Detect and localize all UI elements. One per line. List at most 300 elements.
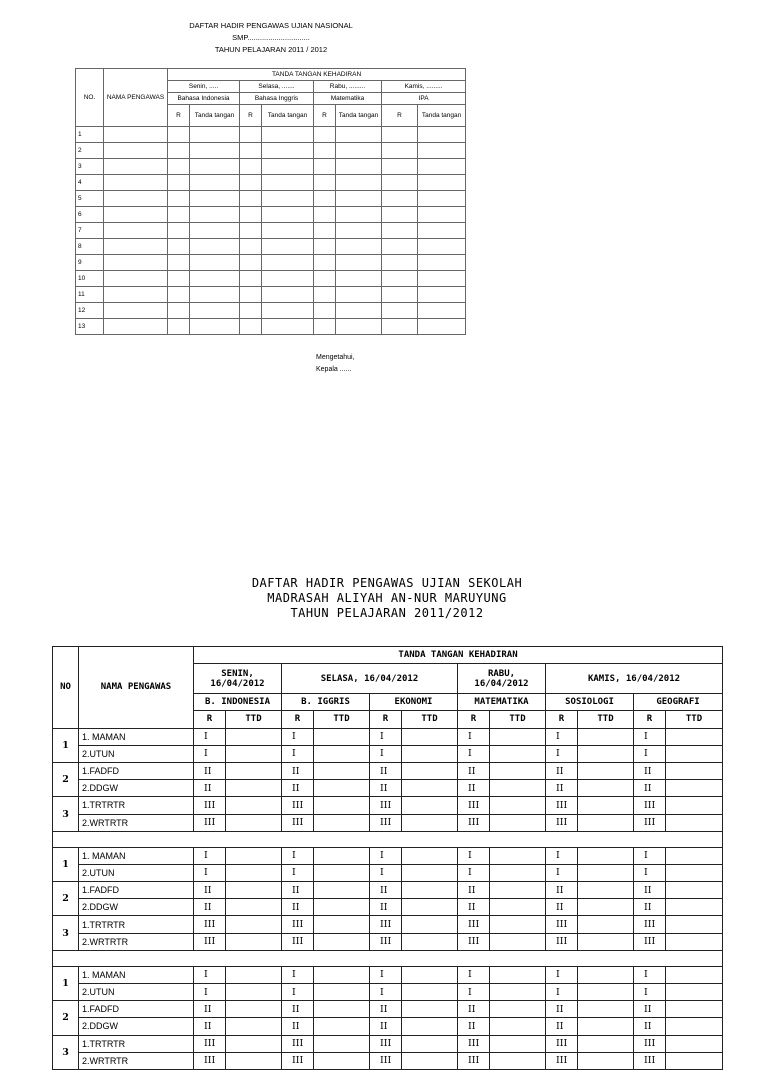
doc1-signature-cell <box>262 287 314 303</box>
doc2-room-value: I <box>546 745 578 762</box>
doc1-header-span: TANDA TANGAN KEHADIRAN <box>168 69 466 81</box>
doc1-signature-cell <box>382 207 418 223</box>
doc2-proctor-name: 1. MAMAN <box>79 847 194 864</box>
doc1-signature-cell <box>190 223 240 239</box>
doc2-subject: B. INDONESIA <box>194 694 282 711</box>
doc2-room-value: I <box>282 745 314 762</box>
doc2-room-value: III <box>370 797 402 814</box>
doc2-signature-cell <box>314 762 370 779</box>
doc2-signature-cell <box>490 728 546 745</box>
doc2-group-number: 1 <box>53 966 79 1000</box>
doc2-room-value: II <box>458 899 490 916</box>
doc2-room-value: II <box>194 1018 226 1035</box>
doc1-signature-cell <box>314 271 336 287</box>
doc2-room-value: II <box>458 1018 490 1035</box>
separator-cell <box>53 950 723 966</box>
doc1-signature-cell <box>382 255 418 271</box>
doc1-day: Rabu, ......... <box>314 81 382 93</box>
doc2-proctor-name: 2.DDGW <box>79 899 194 916</box>
doc2-room-value: III <box>634 797 666 814</box>
doc1-signature-cell <box>314 191 336 207</box>
doc2-signature-cell <box>666 1001 723 1018</box>
doc1-signature-cell <box>314 175 336 191</box>
doc2-table-row <box>53 916 723 933</box>
doc2-room-value: III <box>546 1035 578 1052</box>
doc1-signature-cell <box>314 223 336 239</box>
doc2-signature-cell <box>402 1018 458 1035</box>
doc2-col-no: NO <box>53 647 79 729</box>
doc2-table-row <box>53 1035 723 1052</box>
doc2-signature-cell <box>666 864 723 881</box>
doc1-table-row <box>76 191 466 207</box>
doc2-room-value: II <box>458 780 490 797</box>
doc2-room-value: I <box>194 966 226 983</box>
doc1-signature-cell <box>240 303 262 319</box>
doc1-signature-cell <box>262 303 314 319</box>
doc2-proctor-name: 1. MAMAN <box>79 728 194 745</box>
doc1-signature-cell <box>382 303 418 319</box>
doc2-proctor-name: 1.FADFD <box>79 882 194 899</box>
doc2-signature-cell <box>314 1001 370 1018</box>
doc2-signature-cell <box>578 1018 634 1035</box>
doc2-table-row <box>53 1001 723 1018</box>
doc2-room-value: III <box>634 1035 666 1052</box>
doc2-signature-cell <box>490 780 546 797</box>
doc1-signature-cell <box>418 239 466 255</box>
doc2-table-row <box>53 814 723 831</box>
doc2-room-value: II <box>282 780 314 797</box>
doc2-signature-cell <box>226 728 282 745</box>
doc2-room-value: II <box>546 762 578 779</box>
doc2-signature-cell <box>666 780 723 797</box>
doc1-signature-cell <box>262 143 314 159</box>
doc1-signature-cell <box>262 223 314 239</box>
doc1-subject: Bahasa Inggris <box>240 93 314 105</box>
doc1-table-row <box>76 223 466 239</box>
doc2-room-value: III <box>282 916 314 933</box>
doc2-signature-cell <box>578 814 634 831</box>
doc2-room-value: III <box>194 1052 226 1069</box>
doc2-ttd-header: TTD <box>314 711 370 728</box>
doc2-table-row <box>53 745 723 762</box>
doc2-room-value: I <box>634 966 666 983</box>
doc1-table-row <box>76 287 466 303</box>
doc2-group-number: 3 <box>53 1035 79 1069</box>
doc1-signature-cell <box>240 287 262 303</box>
doc2-signature-cell <box>226 1001 282 1018</box>
doc1-name-cell <box>104 175 168 191</box>
doc2-signature-cell <box>578 882 634 899</box>
doc1-signature-cell <box>262 175 314 191</box>
doc2-day: RABU, 16/04/2012 <box>458 664 546 694</box>
doc1-day: Senin, ..... <box>168 81 240 93</box>
doc2-room-value: III <box>458 797 490 814</box>
doc1-signature-cell <box>168 319 190 335</box>
doc2-proctor-name: 2.WRTRTR <box>79 933 194 950</box>
doc1-name-cell <box>104 271 168 287</box>
doc2-signature-cell <box>314 814 370 831</box>
doc2-signature-cell <box>578 780 634 797</box>
doc1-day: Selasa, ....... <box>240 81 314 93</box>
doc1-signature-cell <box>168 287 190 303</box>
doc2-signature-cell <box>578 797 634 814</box>
doc1-row-number: 3 <box>76 159 104 175</box>
doc2-room-value: II <box>194 882 226 899</box>
doc2-proctor-name: 2.UTUN <box>79 984 194 1001</box>
doc2-proctor-name: 1.FADFD <box>79 762 194 779</box>
doc2-signature-cell <box>314 728 370 745</box>
doc1-title-line: SMP.............................. <box>232 33 310 42</box>
doc2-signature-cell <box>402 984 458 1001</box>
doc2-signature-cell <box>314 933 370 950</box>
doc1-signature-cell <box>168 143 190 159</box>
doc2-signature-cell <box>490 966 546 983</box>
doc2-signature-cell <box>314 1018 370 1035</box>
doc1-signature-cell <box>240 239 262 255</box>
doc2-proctor-name: 2.WRTRTR <box>79 814 194 831</box>
doc2-room-value: III <box>194 1035 226 1052</box>
doc2-day: KAMIS, 16/04/2012 <box>546 664 723 694</box>
doc2-proctor-name: 2.DDGW <box>79 1018 194 1035</box>
doc1-table-row <box>76 319 466 335</box>
doc1-signature-cell <box>168 223 190 239</box>
doc1-signature-cell <box>190 239 240 255</box>
doc2-signature-cell <box>314 1052 370 1069</box>
doc2-room-value: II <box>194 762 226 779</box>
doc2-header-span: TANDA TANGAN KEHADIRAN <box>194 647 723 664</box>
doc1-signature-cell <box>168 239 190 255</box>
doc2-room-value: III <box>458 916 490 933</box>
doc2-room-value: I <box>634 984 666 1001</box>
doc2-signature-cell <box>578 984 634 1001</box>
doc2-room-value: III <box>194 933 226 950</box>
doc1-signature-cell <box>262 255 314 271</box>
doc2-room-value: I <box>634 728 666 745</box>
doc1-signature-cell <box>190 127 240 143</box>
doc2-room-value: II <box>282 1018 314 1035</box>
doc2-signature-cell <box>402 916 458 933</box>
doc1-signature-cell <box>240 255 262 271</box>
doc2-table-row <box>53 728 723 745</box>
doc2-r-header: R <box>634 711 666 728</box>
doc1-subject: IPA <box>382 93 466 105</box>
doc1-signature-cell <box>336 159 382 175</box>
doc2-signature-cell <box>490 1052 546 1069</box>
doc2-signature-cell <box>402 814 458 831</box>
doc2-room-value: I <box>546 864 578 881</box>
doc2-room-value: II <box>370 780 402 797</box>
doc2-room-value: III <box>634 933 666 950</box>
doc1-signature-cell <box>336 239 382 255</box>
doc1-ttd-header: Tanda tangan <box>336 105 382 127</box>
doc2-signature-cell <box>402 1001 458 1018</box>
doc2-r-header: R <box>370 711 402 728</box>
doc2-signature-cell <box>314 966 370 983</box>
doc1-signature-cell <box>418 207 466 223</box>
doc2-signature-cell <box>402 728 458 745</box>
doc2-room-value: I <box>282 728 314 745</box>
doc1-name-cell <box>104 303 168 319</box>
doc1-name-cell <box>104 239 168 255</box>
doc2-proctor-name: 1.TRTRTR <box>79 797 194 814</box>
doc2-ttd-header: TTD <box>402 711 458 728</box>
doc2-signature-cell <box>666 933 723 950</box>
doc2-room-value: II <box>194 899 226 916</box>
doc2-room-value: II <box>194 1001 226 1018</box>
doc2-group-number: 1 <box>53 847 79 881</box>
doc1-row-number: 7 <box>76 223 104 239</box>
doc1-signature-cell <box>418 319 466 335</box>
doc2-signature-cell <box>226 966 282 983</box>
doc1-day: Kamis, ......... <box>382 81 466 93</box>
doc2-signature-cell <box>666 882 723 899</box>
doc1-signature-cell <box>168 303 190 319</box>
doc2-signature-cell <box>402 899 458 916</box>
doc1-row-number: 11 <box>76 287 104 303</box>
doc2-room-value: III <box>370 916 402 933</box>
doc2-signature-cell <box>490 882 546 899</box>
doc2-signature-cell <box>666 762 723 779</box>
doc1-name-cell <box>104 127 168 143</box>
doc1-signature-cell <box>382 127 418 143</box>
doc2-table-row <box>53 933 723 950</box>
doc2-proctor-name: 2.DDGW <box>79 780 194 797</box>
doc2-room-value: I <box>370 966 402 983</box>
doc2-signature-cell <box>490 984 546 1001</box>
doc1-signature-cell <box>382 143 418 159</box>
doc1-signature-cell <box>336 191 382 207</box>
doc2-room-value: II <box>458 762 490 779</box>
doc2-room-value: II <box>458 1001 490 1018</box>
doc1-signature-cell <box>190 159 240 175</box>
doc2-group-number: 2 <box>53 1001 79 1035</box>
doc2-room-value: I <box>546 984 578 1001</box>
doc2-proctor-name: 1.FADFD <box>79 1001 194 1018</box>
doc2-signature-cell <box>314 864 370 881</box>
doc2-room-value: II <box>458 882 490 899</box>
doc1-name-cell <box>104 159 168 175</box>
doc1-signature-cell <box>190 319 240 335</box>
doc1-table-row <box>76 127 466 143</box>
doc1-row-number: 9 <box>76 255 104 271</box>
doc2-signature-cell <box>402 933 458 950</box>
doc1-title-line: TAHUN PELAJARAN 2011 / 2012 <box>214 45 328 54</box>
doc2-signature-cell <box>226 762 282 779</box>
doc2-room-value: II <box>634 882 666 899</box>
doc1-signature-cell <box>240 159 262 175</box>
doc1-signature-cell <box>314 319 336 335</box>
doc1-signature-cell <box>240 143 262 159</box>
doc2-signature-cell <box>314 1035 370 1052</box>
doc2-room-value: III <box>458 814 490 831</box>
doc2-signature-cell <box>314 916 370 933</box>
doc2-signature-cell <box>666 984 723 1001</box>
doc1-signature-cell <box>190 207 240 223</box>
doc2-room-value: III <box>282 1035 314 1052</box>
doc2-day: SELASA, 16/04/2012 <box>282 664 458 694</box>
doc1-name-cell <box>104 287 168 303</box>
doc2-room-value: II <box>370 762 402 779</box>
doc2-room-value: I <box>194 728 226 745</box>
doc1-row-number: 13 <box>76 319 104 335</box>
doc1-signature-cell <box>336 127 382 143</box>
doc1-signature-cell <box>336 223 382 239</box>
doc2-signature-cell <box>402 882 458 899</box>
doc2-title <box>52 576 722 621</box>
doc1-signature-cell <box>240 207 262 223</box>
doc1-signature-cell <box>336 175 382 191</box>
doc1-signature-cell <box>382 159 418 175</box>
doc1-subject: Bahasa Indonesia <box>168 93 240 105</box>
doc2-room-value: I <box>370 847 402 864</box>
doc1-signature-cell <box>314 143 336 159</box>
doc2-room-value: III <box>546 916 578 933</box>
doc2-table-row <box>53 966 723 983</box>
doc2-proctor-name: 1.TRTRTR <box>79 916 194 933</box>
doc2-table-row <box>53 780 723 797</box>
doc2-title-line: MADRASAH ALIYAH AN-NUR MARUYUNG <box>267 591 507 605</box>
doc2-ttd-header: TTD <box>226 711 282 728</box>
doc1-signature-cell <box>336 319 382 335</box>
doc1-name-cell <box>104 207 168 223</box>
doc2-signature-cell <box>578 899 634 916</box>
doc1-signature-cell <box>240 175 262 191</box>
doc2-attendance-table <box>52 646 723 1070</box>
doc1-signature-cell <box>382 175 418 191</box>
doc1-signature-cell <box>168 159 190 175</box>
doc1-signature-cell <box>190 303 240 319</box>
doc2-room-value: III <box>282 814 314 831</box>
doc2-signature-cell <box>490 933 546 950</box>
doc2-table-row <box>53 984 723 1001</box>
doc2-signature-cell <box>666 966 723 983</box>
doc2-signature-cell <box>666 1035 723 1052</box>
doc1-signature-cell <box>418 143 466 159</box>
doc1-signature-cell <box>168 191 190 207</box>
doc2-proctor-name: 2.UTUN <box>79 864 194 881</box>
doc1-ttd-header: Tanda tangan <box>262 105 314 127</box>
doc1-r-header: R <box>314 105 336 127</box>
doc2-room-value: III <box>458 1035 490 1052</box>
block-separator-row <box>53 831 723 847</box>
doc1-signature-cell <box>382 191 418 207</box>
doc2-day: SENIN, 16/04/2012 <box>194 664 282 694</box>
doc2-signature-cell <box>226 814 282 831</box>
doc2-room-value: III <box>458 933 490 950</box>
doc2-signature-cell <box>314 882 370 899</box>
doc2-room-value: II <box>282 762 314 779</box>
doc2-signature-cell <box>226 984 282 1001</box>
doc2-signature-cell <box>226 1018 282 1035</box>
doc2-ttd-header: TTD <box>490 711 546 728</box>
doc1-name-cell <box>104 319 168 335</box>
doc2-group-number: 3 <box>53 797 79 831</box>
doc2-room-value: III <box>546 1052 578 1069</box>
doc2-room-value: II <box>634 780 666 797</box>
doc2-signature-cell <box>490 899 546 916</box>
doc1-row-number: 2 <box>76 143 104 159</box>
doc2-room-value: I <box>546 966 578 983</box>
doc1-signature-cell <box>418 223 466 239</box>
doc1-signature-cell <box>336 271 382 287</box>
doc2-r-header: R <box>194 711 226 728</box>
doc2-room-value: I <box>194 864 226 881</box>
doc2-room-value: I <box>370 864 402 881</box>
doc2-room-value: III <box>194 916 226 933</box>
doc2-signature-cell <box>578 864 634 881</box>
doc2-room-value: II <box>634 1018 666 1035</box>
doc2-signature-cell <box>578 728 634 745</box>
doc1-signature-cell <box>262 207 314 223</box>
doc2-room-value: II <box>546 1018 578 1035</box>
doc2-signature-cell <box>402 762 458 779</box>
doc1-signature-cell <box>418 159 466 175</box>
doc1-signature-cell <box>418 287 466 303</box>
doc2-ttd-header: TTD <box>666 711 723 728</box>
doc2-room-value: I <box>458 847 490 864</box>
doc2-signature-cell <box>402 847 458 864</box>
doc2-room-value: II <box>370 882 402 899</box>
doc1-col-no: NO. <box>76 69 104 127</box>
ack-line: Mengetahui, <box>316 354 355 361</box>
doc2-signature-cell <box>226 797 282 814</box>
doc2-signature-cell <box>314 745 370 762</box>
doc2-room-value: II <box>370 1001 402 1018</box>
doc1-row-number: 6 <box>76 207 104 223</box>
doc1-table-row <box>76 255 466 271</box>
doc1-signature-cell <box>190 191 240 207</box>
doc2-signature-cell <box>666 745 723 762</box>
doc2-signature-cell <box>402 745 458 762</box>
doc2-room-value: I <box>370 728 402 745</box>
doc1-signature-cell <box>314 303 336 319</box>
doc1-signature-cell <box>382 239 418 255</box>
doc1-name-cell <box>104 223 168 239</box>
doc1-row-number: 4 <box>76 175 104 191</box>
doc2-table-row <box>53 762 723 779</box>
doc2-signature-cell <box>666 1052 723 1069</box>
separator-cell <box>53 831 723 847</box>
doc1-signature-cell <box>240 271 262 287</box>
doc2-room-value: I <box>634 745 666 762</box>
doc2-signature-cell <box>226 882 282 899</box>
doc1-signature-cell <box>190 143 240 159</box>
doc2-room-value: II <box>546 882 578 899</box>
doc2-signature-cell <box>490 1035 546 1052</box>
doc2-r-header: R <box>546 711 578 728</box>
doc2-title-line: DAFTAR HADIR PENGAWAS UJIAN SEKOLAH <box>251 576 523 590</box>
doc2-r-header: R <box>282 711 314 728</box>
doc1-signature-cell <box>240 127 262 143</box>
doc2-room-value: I <box>546 728 578 745</box>
doc2-group-number: 2 <box>53 762 79 796</box>
doc1-title-line: DAFTAR HADIR PENGAWAS UJIAN NASIONAL <box>189 21 353 30</box>
doc2-room-value: III <box>458 1052 490 1069</box>
doc2-signature-cell <box>578 1001 634 1018</box>
doc2-room-value: II <box>546 1001 578 1018</box>
doc2-signature-cell <box>402 966 458 983</box>
doc1-row-number: 8 <box>76 239 104 255</box>
doc2-proctor-name: 1.TRTRTR <box>79 1035 194 1052</box>
doc2-room-value: III <box>370 1052 402 1069</box>
doc2-room-value: I <box>546 847 578 864</box>
doc1-signature-cell <box>314 239 336 255</box>
doc2-signature-cell <box>666 1018 723 1035</box>
doc2-signature-cell <box>490 864 546 881</box>
doc1-signature-cell <box>382 319 418 335</box>
doc2-room-value: III <box>370 814 402 831</box>
doc2-signature-cell <box>402 1052 458 1069</box>
